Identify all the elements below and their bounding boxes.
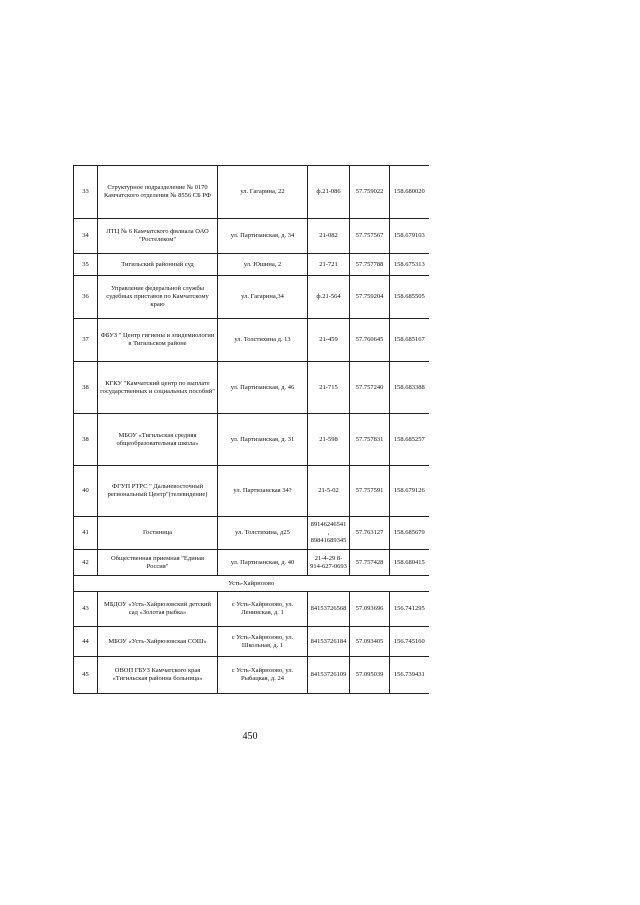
- table-row: [74, 550, 429, 576]
- organization-name: Гостиница: [98, 517, 218, 550]
- phone: 21-5-02: [308, 466, 350, 517]
- address: ул. Юшина, 2: [218, 254, 308, 276]
- longitude: 158.685167: [390, 319, 429, 362]
- organization-name: ФГУП РТРС " Дальневосточный региональный Центр"(телевидение): [98, 466, 218, 517]
- address: с Усть-Хайрюзово, ул. Рыбацкая, д. 24: [218, 657, 308, 694]
- organizations-table: [73, 165, 429, 694]
- latitude: 57.095039: [350, 657, 390, 694]
- row-number: 38: [74, 362, 98, 414]
- table-row: [74, 414, 429, 466]
- longitude: 158.680020: [390, 166, 429, 219]
- address: с Усть-Хайрюзово, ул. Школьная, д. 1: [218, 627, 308, 657]
- latitude: 57.093696: [350, 592, 390, 627]
- row-number: 41: [74, 517, 98, 550]
- phone: 21-082: [308, 219, 350, 254]
- latitude: 57.759204: [350, 276, 390, 319]
- address: ул. Партизанская, д. 34: [218, 219, 308, 254]
- table-row: [74, 219, 429, 254]
- table-row: [74, 657, 429, 694]
- address: ул. Толстихина, д25: [218, 517, 308, 550]
- table-row: [74, 466, 429, 517]
- organization-name: Общественная приемная "Единая Россия": [98, 550, 218, 576]
- latitude: 57.760645: [350, 319, 390, 362]
- phone: 21-459: [308, 319, 350, 362]
- row-number: 43: [74, 592, 98, 627]
- organization-name: ЛТЦ № 6 Камчатского филиала ОАО "Ростелеком": [98, 219, 218, 254]
- address: ул. Толстихина д. 13: [218, 319, 308, 362]
- organization-name: КГКУ "Камчатский центр по выплате государственных и социальных пособий": [98, 362, 218, 414]
- phone: 21-598: [308, 414, 350, 466]
- phone: 84153726109: [308, 657, 350, 694]
- phone: 21-721: [308, 254, 350, 276]
- longitude: 158.685505: [390, 276, 429, 319]
- address: ул. Гагарина,34: [218, 276, 308, 319]
- section-title: Усть-Хайрюзово: [74, 576, 429, 592]
- row-number: 45: [74, 657, 98, 694]
- longitude: 156.739431: [390, 657, 429, 694]
- address: ул. Партизанская, д. 31: [218, 414, 308, 466]
- address: ул. Гагарина, 22: [218, 166, 308, 219]
- organization-name: Управление федеральной службы судебных приставов по Камчатскому краю: [98, 276, 218, 319]
- latitude: 57.757788: [350, 254, 390, 276]
- phone: ф.21-564: [308, 276, 350, 319]
- address: с Усть-Хайрюзово, ул. Ленинская, д. 1: [218, 592, 308, 627]
- address: ул. Партизанская 34?: [218, 466, 308, 517]
- phone: 89146246541, 89841689345: [308, 517, 350, 550]
- table-row: [74, 517, 429, 550]
- row-number: 40: [74, 466, 98, 517]
- longitude: 158.675313: [390, 254, 429, 276]
- phone: 84153726184: [308, 627, 350, 657]
- latitude: 57.093405: [350, 627, 390, 657]
- latitude: 57.757428: [350, 550, 390, 576]
- address: ул. Партизанская, д. 46: [218, 362, 308, 414]
- phone: ф.21-086: [308, 166, 350, 219]
- row-number: 42: [74, 550, 98, 576]
- table-row: [74, 319, 429, 362]
- row-number: 33: [74, 166, 98, 219]
- longitude: 158.685679: [390, 517, 429, 550]
- latitude: 57.757240: [350, 362, 390, 414]
- longitude: 156.741295: [390, 592, 429, 627]
- row-number: 38: [74, 414, 98, 466]
- row-number: 35: [74, 254, 98, 276]
- table-row: [74, 166, 429, 219]
- section-row: [74, 576, 429, 592]
- latitude: 57.763127: [350, 517, 390, 550]
- longitude: 158.683388: [390, 362, 429, 414]
- page-number: 450: [242, 731, 258, 742]
- organization-name: МБОУ «Тигильская средняя общеобразовательная школа»: [98, 414, 218, 466]
- longitude: 158.680415: [390, 550, 429, 576]
- phone: 21-715: [308, 362, 350, 414]
- row-number: 36: [74, 276, 98, 319]
- phone: 84153726568: [308, 592, 350, 627]
- table-row: [74, 276, 429, 319]
- organization-name: МБДОУ «Усть-Хайрюзовский детский сад «Золотая рыбка»: [98, 592, 218, 627]
- address: ул. Партизанская, д. 40: [218, 550, 308, 576]
- row-number: 34: [74, 219, 98, 254]
- latitude: 57.757591: [350, 466, 390, 517]
- table-row: [74, 254, 429, 276]
- organization-name: МБОУ «Усть-Хайрюзовская СОШ»: [98, 627, 218, 657]
- longitude: 158.679103: [390, 219, 429, 254]
- longitude: 158.685257: [390, 414, 429, 466]
- table-row: [74, 362, 429, 414]
- organization-name: ОВОП ГБУЗ Камчатского края «Тигильская районна больница»: [98, 657, 218, 694]
- table-row: [74, 592, 429, 627]
- organization-name: Структурное подразделение № 0170 Камчатского отделения № 8556 СБ РФ: [98, 166, 218, 219]
- latitude: 57.757567: [350, 219, 390, 254]
- longitude: 158.679126: [390, 466, 429, 517]
- latitude: 57.757831: [350, 414, 390, 466]
- organization-name: Тигильский районный суд: [98, 254, 218, 276]
- latitude: 57.759022: [350, 166, 390, 219]
- organization-name: ФБУЗ " Центр гигиены и эпидемиологии в Тигильском районе: [98, 319, 218, 362]
- phone: 21-4-29 8-914-627-0693: [308, 550, 350, 576]
- row-number: 37: [74, 319, 98, 362]
- table-row: [74, 627, 429, 657]
- row-number: 44: [74, 627, 98, 657]
- longitude: 156.745160: [390, 627, 429, 657]
